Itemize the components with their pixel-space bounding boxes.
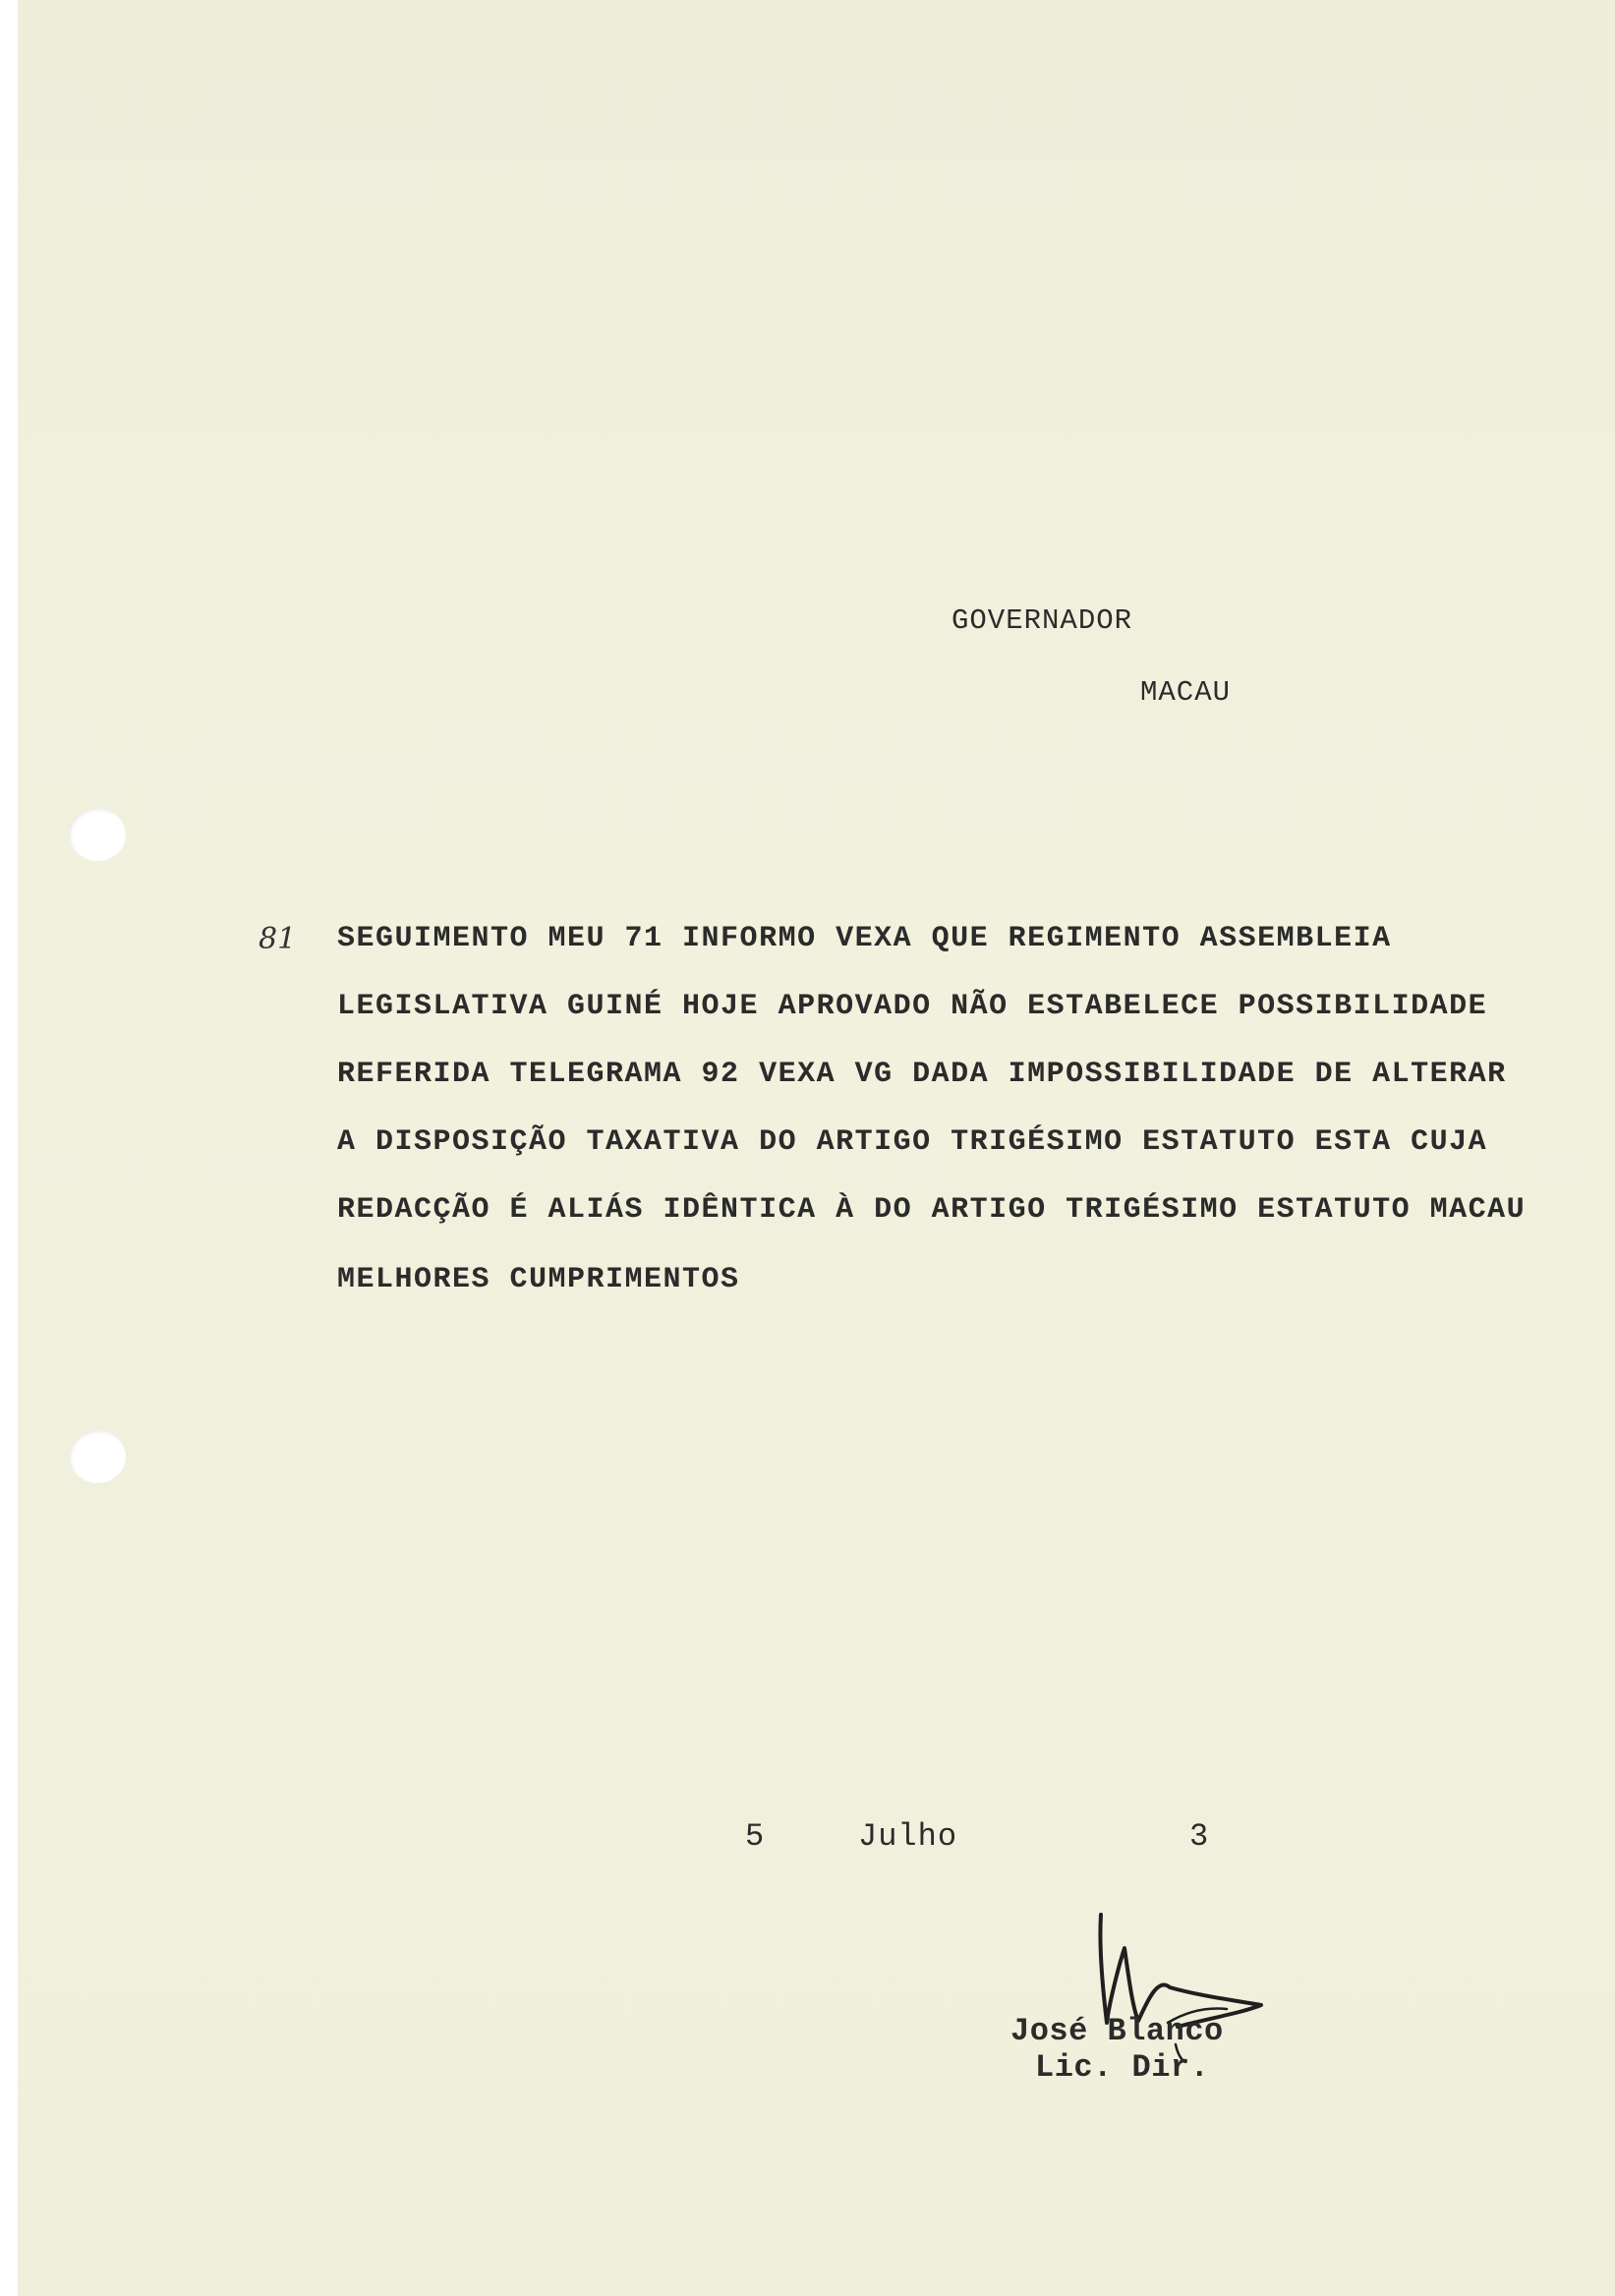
- page-margin: [0, 0, 18, 2296]
- message-line: REFERIDA TELEGRAMA 92 VEXA VG DADA IMPOSSIBILIDADE DE ALTERAR: [337, 1058, 1507, 1091]
- addressee-location: MACAU: [1140, 676, 1232, 709]
- addressee-title: GOVERNADOR: [952, 604, 1133, 637]
- date-month: Julho: [858, 1818, 958, 1855]
- punch-hole-top: [69, 808, 126, 861]
- signatory-name: José Blanco: [1010, 2013, 1224, 2049]
- handwritten-reference-number: 81: [259, 922, 297, 956]
- document-page: [18, 0, 1615, 2296]
- date-day: 5: [745, 1818, 766, 1855]
- message-line: A DISPOSIÇÃO TAXATIVA DO ARTIGO TRIGÉSIMO ESTATUTO ESTA CUJA: [337, 1125, 1488, 1159]
- message-line: MELHORES CUMPRIMENTOS: [337, 1263, 740, 1296]
- punch-hole-bottom: [69, 1430, 126, 1483]
- message-line: REDACÇÃO É ALIÁS IDÊNTICA À DO ARTIGO TRIGÉSIMO ESTATUTO MACAU: [337, 1193, 1527, 1227]
- date-year: 3: [1189, 1818, 1210, 1855]
- message-line: LEGISLATIVA GUINÉ HOJE APROVADO NÃO ESTABELECE POSSIBILIDADE: [337, 990, 1488, 1023]
- signatory-title: Lic. Dir.: [1035, 2049, 1210, 2086]
- message-line: SEGUIMENTO MEU 71 INFORMO VEXA QUE REGIMENTO ASSEMBLEIA: [337, 922, 1392, 955]
